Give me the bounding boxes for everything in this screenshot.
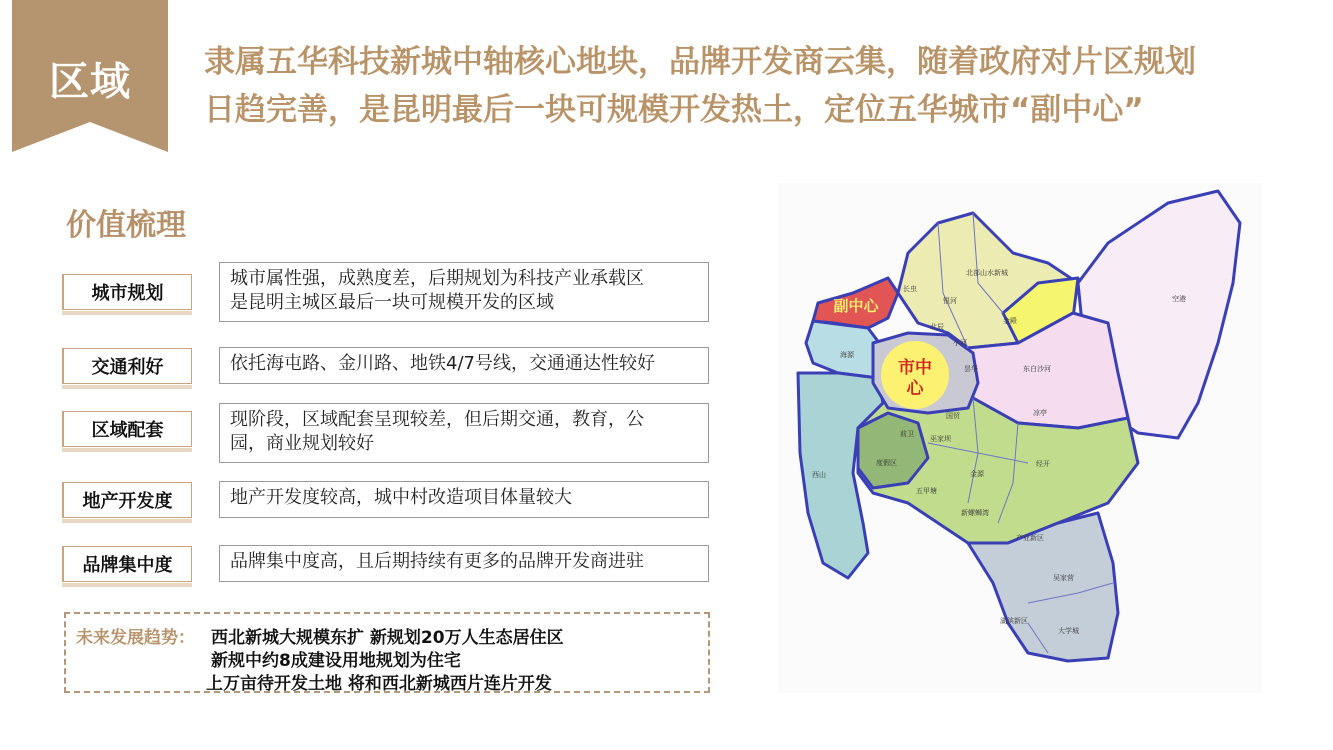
trend-line: 新规中约8成建设用地规划为住宅 bbox=[211, 651, 461, 671]
map-label: 空港 bbox=[1172, 295, 1186, 303]
map-label: 吴家营 bbox=[1053, 574, 1074, 582]
map-label: 北辰 bbox=[930, 323, 944, 331]
map-label: 长虫 bbox=[903, 285, 917, 293]
description-line: 现阶段，区域配套呈现较差，但后期交通，教育，公 bbox=[230, 409, 644, 430]
map-region-haiyuan bbox=[806, 321, 883, 378]
description-line: 品牌集中度高，且后期持续有更多的品牌开发商进驻 bbox=[230, 551, 644, 572]
map-sub-center-label: 副中心 bbox=[833, 297, 879, 315]
headline bbox=[204, 38, 1314, 134]
district-map bbox=[778, 183, 1262, 693]
section-title: 价值梳理 bbox=[66, 208, 186, 243]
trend-label: 未来发展趋势： bbox=[76, 628, 195, 648]
row-description bbox=[219, 347, 709, 384]
map-label: 北部山水新城 bbox=[966, 269, 1008, 277]
map-label: 国贸 bbox=[946, 412, 960, 420]
map-label: 东白沙河 bbox=[1023, 365, 1051, 373]
map-label: 小河 bbox=[953, 339, 967, 347]
description-line: 园，商业规划较好 bbox=[230, 433, 374, 454]
map-label: 产业新区 bbox=[1016, 534, 1044, 542]
description-line: 城市属性强，成熟度差，后期规划为科技产业承载区 bbox=[230, 268, 644, 289]
map-label: 新螺蛳湾 bbox=[961, 509, 989, 517]
row-tag: 交通利好 bbox=[62, 348, 192, 384]
row-description bbox=[219, 403, 709, 463]
description-line: 依托海屯路、金川路、地铁4/7号线，交通通达性较好 bbox=[230, 353, 655, 374]
section-ribbon bbox=[12, 0, 168, 152]
headline-line-1: 隶属五华科技新城中轴核心地块，品牌开发商云集，随着政府对片区规划 bbox=[204, 44, 1196, 80]
description-line: 是昆明主城区最后一块可规模开发的区域 bbox=[230, 292, 554, 313]
map-label: 西山 bbox=[812, 471, 826, 479]
map-label: 前卫 bbox=[900, 430, 914, 438]
map-label: 经开 bbox=[1036, 460, 1050, 468]
map-label: 银河 bbox=[943, 297, 957, 305]
ribbon-label: 区域 bbox=[49, 59, 131, 105]
trend-line: 上万亩待开发土地 将和西北新城西片连片开发 bbox=[206, 674, 552, 694]
row-tag: 地产开发度 bbox=[62, 482, 192, 518]
map-label: 大学城 bbox=[1058, 627, 1079, 635]
headline-line-2: 日趋完善，是昆明最后一块可规模开发热土，定位五华城市“副中心” bbox=[204, 92, 1144, 128]
trend-line: 西北新城大规模东扩 新规划20万人生态居住区 bbox=[211, 628, 564, 648]
row-description bbox=[219, 262, 709, 322]
row-tag: 城市规划 bbox=[62, 274, 192, 310]
future-trend-box bbox=[64, 612, 710, 693]
map-label: 金殿 bbox=[1003, 317, 1017, 325]
map-label: 昙华 bbox=[964, 365, 978, 373]
map-label: 海源 bbox=[840, 351, 854, 359]
map-label: 凉亭 bbox=[1033, 409, 1047, 417]
map-label: 巫家坝 bbox=[930, 435, 951, 443]
map-label: 金源 bbox=[970, 470, 984, 478]
row-description bbox=[219, 481, 709, 518]
map-city-center-label-1: 市中 bbox=[898, 358, 932, 378]
map-label: 五甲塘 bbox=[916, 487, 937, 495]
map-label: 湖滨新区 bbox=[1000, 617, 1028, 625]
description-line: 地产开发度较高，城中村改造项目体量较大 bbox=[230, 487, 572, 508]
row-description bbox=[219, 545, 709, 582]
row-tag: 品牌集中度 bbox=[62, 546, 192, 582]
row-tag: 区域配套 bbox=[62, 411, 192, 447]
map-label: 度假区 bbox=[876, 459, 897, 467]
map-city-center-label-2: 心 bbox=[906, 379, 924, 399]
